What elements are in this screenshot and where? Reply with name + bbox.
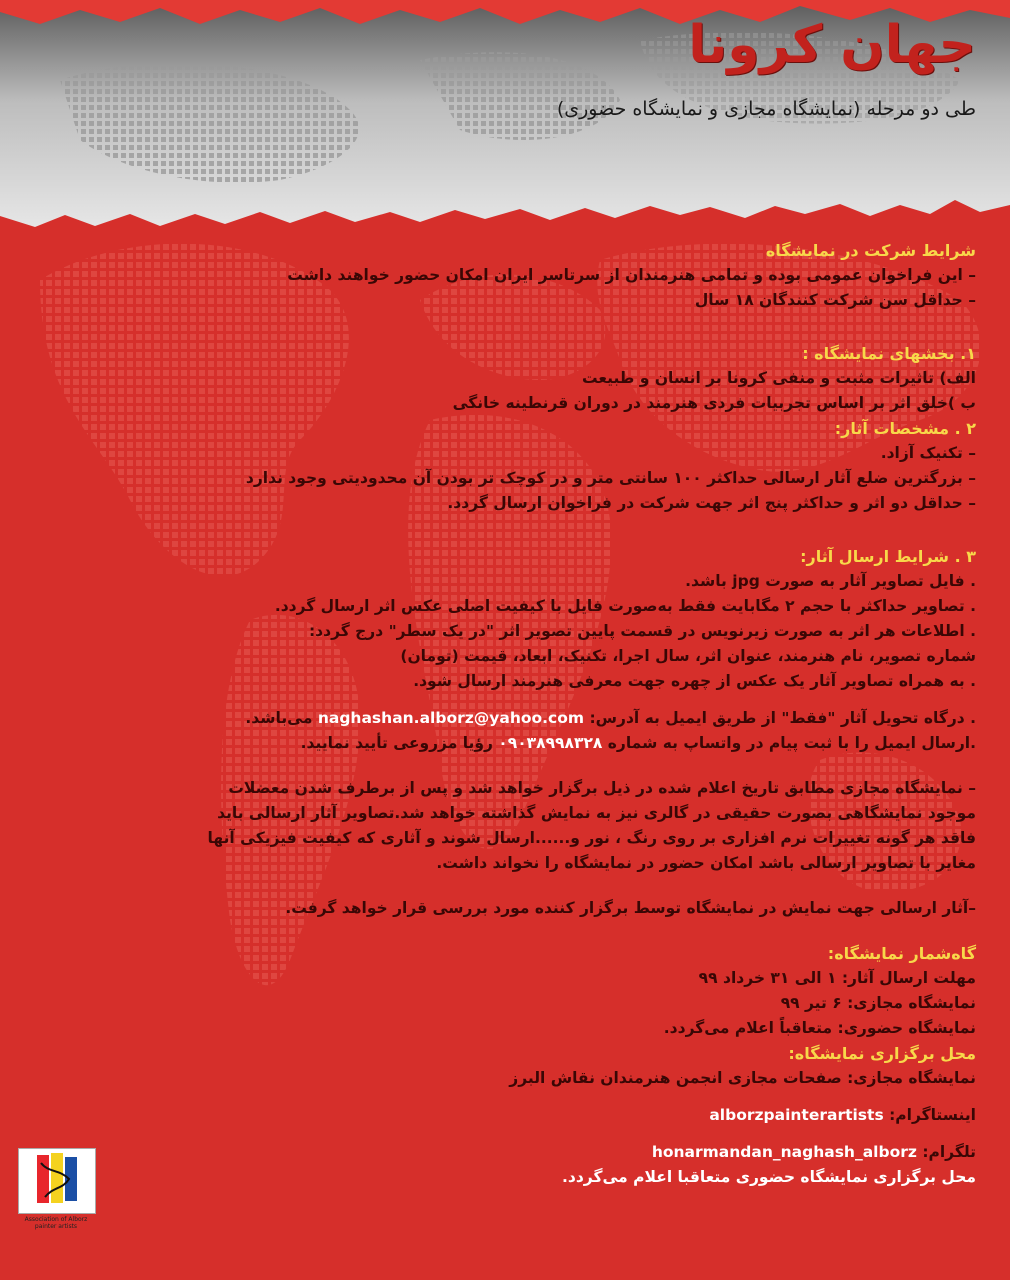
sending-item: . فایل تصاویر آثار به صورت jpg باشد. bbox=[685, 572, 976, 590]
note-line: فاقد هر گونه تغییرات نرم افزاری بر روی رنگ ، نور و......ارسال شوند و آثاری که کیفیت فیزیکی آنها bbox=[207, 829, 976, 847]
review-note: –آثار ارسالی جهت نمایش در نمایشگاه توسط برگزار کننده مورد بررسی قرار خواهد گرفت. bbox=[285, 899, 976, 917]
association-logo bbox=[18, 1148, 96, 1214]
venue-final-note: محل برگزاری نمایشگاه حضوری متعاقبا اعلام می‌گردد. bbox=[562, 1168, 976, 1186]
telegram-line bbox=[30, 1140, 976, 1165]
sending-item: . تصاویر حداکثر با حجم ۲ مگابایت فقط به‌صورت فایل با کیفیت اصلی عکس اثر ارسال گردد. bbox=[274, 597, 976, 615]
venue-virtual: نمایشگاه مجازی: صفحات مجازی انجمن هنرمندان نقاش البرز bbox=[509, 1069, 976, 1087]
venue-heading: محل برگزاری نمایشگاه: bbox=[788, 1044, 976, 1063]
delivery-email-line bbox=[30, 706, 976, 731]
delivery-whatsapp-intro: .ارسال ایمیل را با ثبت پیام در واتساپ به شماره bbox=[607, 734, 976, 752]
specs-item: – تکنیک آزاد. bbox=[880, 444, 976, 462]
note-line: موجود نمایشگاهی بصورت حقیقی در گالری نیز به نمایش گذاشته خواهد شد.تصاویر آثار ارسالی باید bbox=[217, 804, 976, 822]
note-line: – نمایشگاه مجازی مطابق تاریخ اعلام شده در ذیل برگزار خواهد شد و پس از برطرف شدن معضلات bbox=[228, 779, 976, 797]
contact-email-link[interactable]: naghashan.alborz@yahoo.com bbox=[317, 709, 585, 727]
schedule-item: نمایشگاه مجازی: ۶ تیر ۹۹ bbox=[780, 994, 976, 1012]
delivery-email-outro: می‌باشد. bbox=[245, 709, 313, 727]
specs-item: – بزرگترین ضلع آثار ارسالی حداکثر ۱۰۰ سانتی متر و در کوچک تر بودن آن محدودیتی وجود ندارد bbox=[245, 469, 976, 487]
sections-heading: ۱. بخشهای نمایشگاه : bbox=[802, 344, 976, 363]
whatsapp-phone-number[interactable]: ۰۹۰۳۸۹۹۸۳۲۸ bbox=[498, 734, 603, 752]
logo-caption: Association of Alborz painter artists bbox=[24, 1216, 88, 1230]
participation-heading: شرایط شرکت در نمایشگاه bbox=[765, 241, 976, 260]
schedule-heading: گاه‌شمار نمایشگاه: bbox=[827, 944, 976, 963]
instagram-handle-link[interactable]: alborzpainterartists bbox=[709, 1106, 884, 1124]
delivery-whatsapp-outro: رؤیا مزروعی تأیید نمایید. bbox=[300, 734, 493, 752]
call-text bbox=[30, 238, 976, 1280]
delivery-whatsapp-line bbox=[30, 731, 976, 756]
schedule-item: مهلت ارسال آثار: ۱ الی ۳۱ خرداد ۹۹ bbox=[698, 969, 976, 987]
sending-item: شماره تصویر، نام هنرمند، عنوان اثر، سال اجرا، تکنیک، ابعاد، قیمت (تومان) bbox=[400, 647, 976, 665]
delivery-email-intro: . درگاه تحویل آثار "فقط" از طریق ایمیل به آدرس: bbox=[589, 709, 976, 727]
participation-item: – حداقل سن شرکت کنندگان ۱۸ سال bbox=[694, 291, 976, 309]
telegram-handle-link[interactable]: honarmandan_naghash_alborz bbox=[651, 1143, 917, 1161]
poster-title: جهان کرونا bbox=[688, 15, 976, 75]
sections-item: الف) تاثیرات مثبت و منفی کرونا بر انسان و طبیعت bbox=[581, 369, 976, 387]
sending-item: . اطلاعات هر اثر به صورت زیرنویس در قسمت پایین تصویر اثر "در یک سطر" درج گردد: bbox=[308, 622, 976, 640]
instagram-label: اینستاگرام: bbox=[889, 1106, 976, 1124]
instagram-line bbox=[30, 1103, 976, 1128]
sending-heading: ۳ . شرایط ارسال آثار: bbox=[800, 547, 976, 566]
telegram-label: تلگرام: bbox=[922, 1143, 976, 1161]
specs-item: – حداقل دو اثر و حداکثر پنج اثر جهت شرکت در فراخوان ارسال گردد. bbox=[447, 494, 976, 512]
note-line: مغایر با تصاویر ارسالی باشد امکان حضور در نمایشگاه را نخواند داشت. bbox=[436, 854, 976, 872]
specs-heading: ۲ . مشخصات آثار: bbox=[834, 419, 976, 438]
schedule-item: نمایشگاه حضوری: متعاقباً اعلام می‌گردد. bbox=[663, 1019, 976, 1037]
sections-item: ب )خلق اثر بر اساس تجربیات فردی هنرمند در دوران قرنطینه خانگی bbox=[452, 394, 976, 412]
sending-item: . به همراه تصاویر آثار یک عکس از چهره جهت معرفی هنرمند ارسال شود. bbox=[413, 672, 976, 690]
participation-item: – این فراخوان عمومی بوده و تمامی هنرمندان از سرتاسر ایران امکان حضور خواهند داشت bbox=[287, 266, 976, 284]
poster-subtitle: طی دو مرحله (نمایشگاه مجازی و نمایشگاه حضوری) bbox=[556, 98, 976, 120]
